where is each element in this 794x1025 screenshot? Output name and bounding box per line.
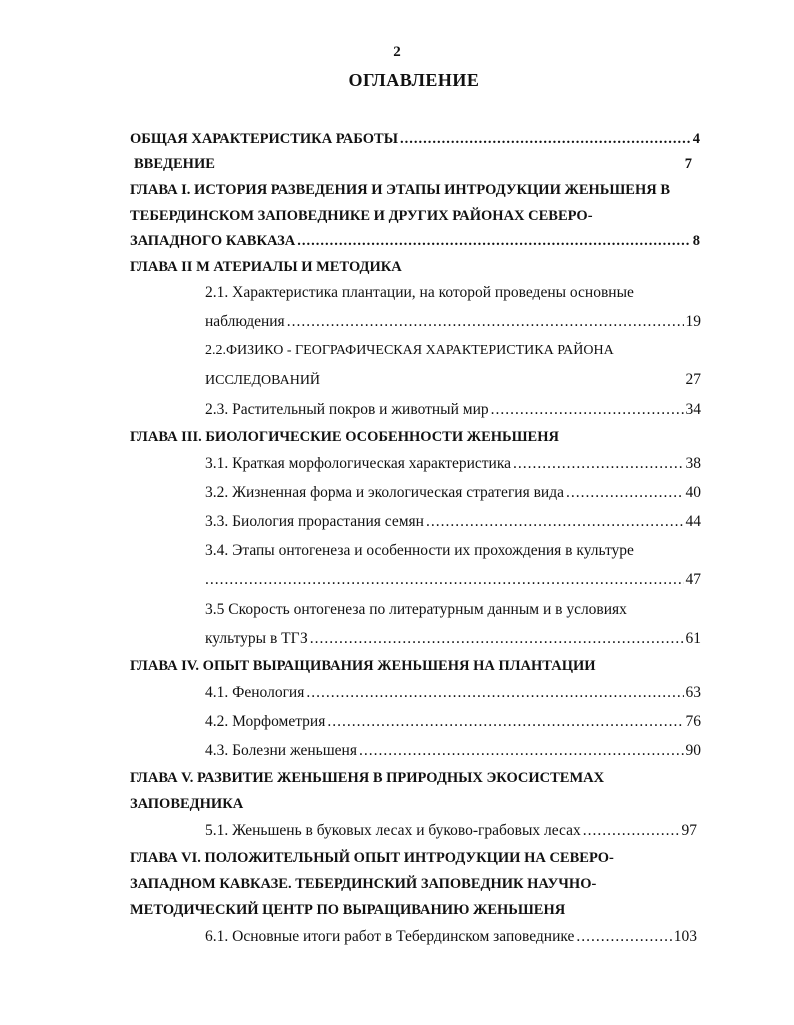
toc-section-4-3: 4.3. Болезни женьшеня ..... 90 [205, 739, 701, 763]
toc-section-6-1: 6.1. Основные итоги работ в Тебердинском заповеднике ..... 103 [205, 925, 697, 949]
toc-section-3-4-line-1: 3.4. Этапы онтогенеза и особенности их прохождения в культуре [205, 542, 634, 559]
toc-chapter-5-line-1: ГЛАВА V. РАЗВИТИЕ ЖЕНЬШЕНЯ В ПРИРОДНЫХ ЭКОСИСТЕМАХ [130, 770, 605, 786]
toc-section-3-5-line-1: 3.5 Скорость онтогенеза по литературным данным и в условиях [205, 601, 627, 618]
page-number: 2 [393, 44, 401, 60]
toc-section-3-2: 3.2. Жизненная форма и экологическая стратегия вида ..... 40 [205, 481, 701, 505]
toc-section-3-1: 3.1. Краткая морфологическая характеристика ..... 38 [205, 452, 701, 476]
toc-section-2-2-line-1: 2.2.ФИЗИКО - ГЕОГРАФИЧЕСКАЯ ХАРАКТЕРИСТИКА РАЙОНА [205, 343, 614, 358]
toc-section-2-1-line-2: наблюдения ..... 19 [205, 310, 701, 334]
toc-section-3-4-line-2: ..... 47 [205, 568, 701, 592]
toc-section-2-2-line-2: ИССЛЕДОВАНИЙ 27 [205, 371, 701, 388]
toc-section-5-1: 5.1. Женьшень в буковых лесах и буково-грабовых лесах ..... 97 [205, 819, 697, 843]
toc-chapter-3-title: ГЛАВА III. БИОЛОГИЧЕСКИЕ ОСОБЕННОСТИ ЖЕНЬШЕНЯ [130, 429, 559, 445]
toc-chapter-6-line-1: ГЛАВА VI. ПОЛОЖИТЕЛЬНЫЙ ОПЫТ ИНТРОДУКЦИИ НА СЕВЕРО- [130, 850, 614, 866]
toc-section-2-1-line-1: 2.1. Характеристика плантации, на которой проведены основные [205, 284, 634, 301]
toc-chapter-4-title: ГЛАВА IV. ОПЫТ ВЫРАЩИВАНИЯ ЖЕНЬШЕНЯ НА ПЛАНТАЦИИ [130, 658, 596, 674]
toc-section-3-5-line-2: культуры в ТГЗ ..... 61 [205, 627, 701, 651]
page-title: ОГЛАВЛЕНИЕ [348, 70, 480, 90]
toc-chapter-1-line-3: ЗАПАДНОГО КАВКАЗА ..... 8 [130, 229, 700, 253]
toc-section-4-2: 4.2. Морфометрия ..... 76 [205, 710, 701, 734]
toc-chapter-6-line-2: ЗАПАДНОМ КАВКАЗЕ. ТЕБЕРДИНСКИЙ ЗАПОВЕДНИК НАУЧНО- [130, 876, 597, 892]
toc-chapter-1-line-2: ТЕБЕРДИНСКОМ ЗАПОВЕДНИКЕ И ДРУГИХ РАЙОНАХ СЕВЕРО- [130, 208, 593, 224]
toc-section-4-1: 4.1. Фенология ..... 63 [205, 681, 701, 705]
toc-chapter-2-title: ГЛАВА II М АТЕРИАЛЫ И МЕТОДИКА [130, 259, 402, 275]
toc-section-2-3: 2.3. Растительный покров и животный мир ..... 34 [205, 398, 701, 422]
toc-entry-introduction: ВВЕДЕНИЕ 7 [134, 156, 692, 172]
toc-chapter-6-line-3: МЕТОДИЧЕСКИЙ ЦЕНТР ПО ВЫРАЩИВАНИЮ ЖЕНЬШЕНЯ [130, 902, 566, 918]
toc-chapter-1-line-1: ГЛАВА I. ИСТОРИЯ РАЗВЕДЕНИЯ И ЭТАПЫ ИНТРОДУКЦИИ ЖЕНЬШЕНЯ В [130, 182, 670, 198]
toc-section-3-3: 3.3. Биология прорастания семян ..... 44 [205, 510, 701, 534]
toc-chapter-5-line-2: ЗАПОВЕДНИКА [130, 796, 244, 812]
toc-entry-overview: ОБЩАЯ ХАРАКТЕРИСТИКА РАБОТЫ ..... 4 [130, 127, 700, 151]
